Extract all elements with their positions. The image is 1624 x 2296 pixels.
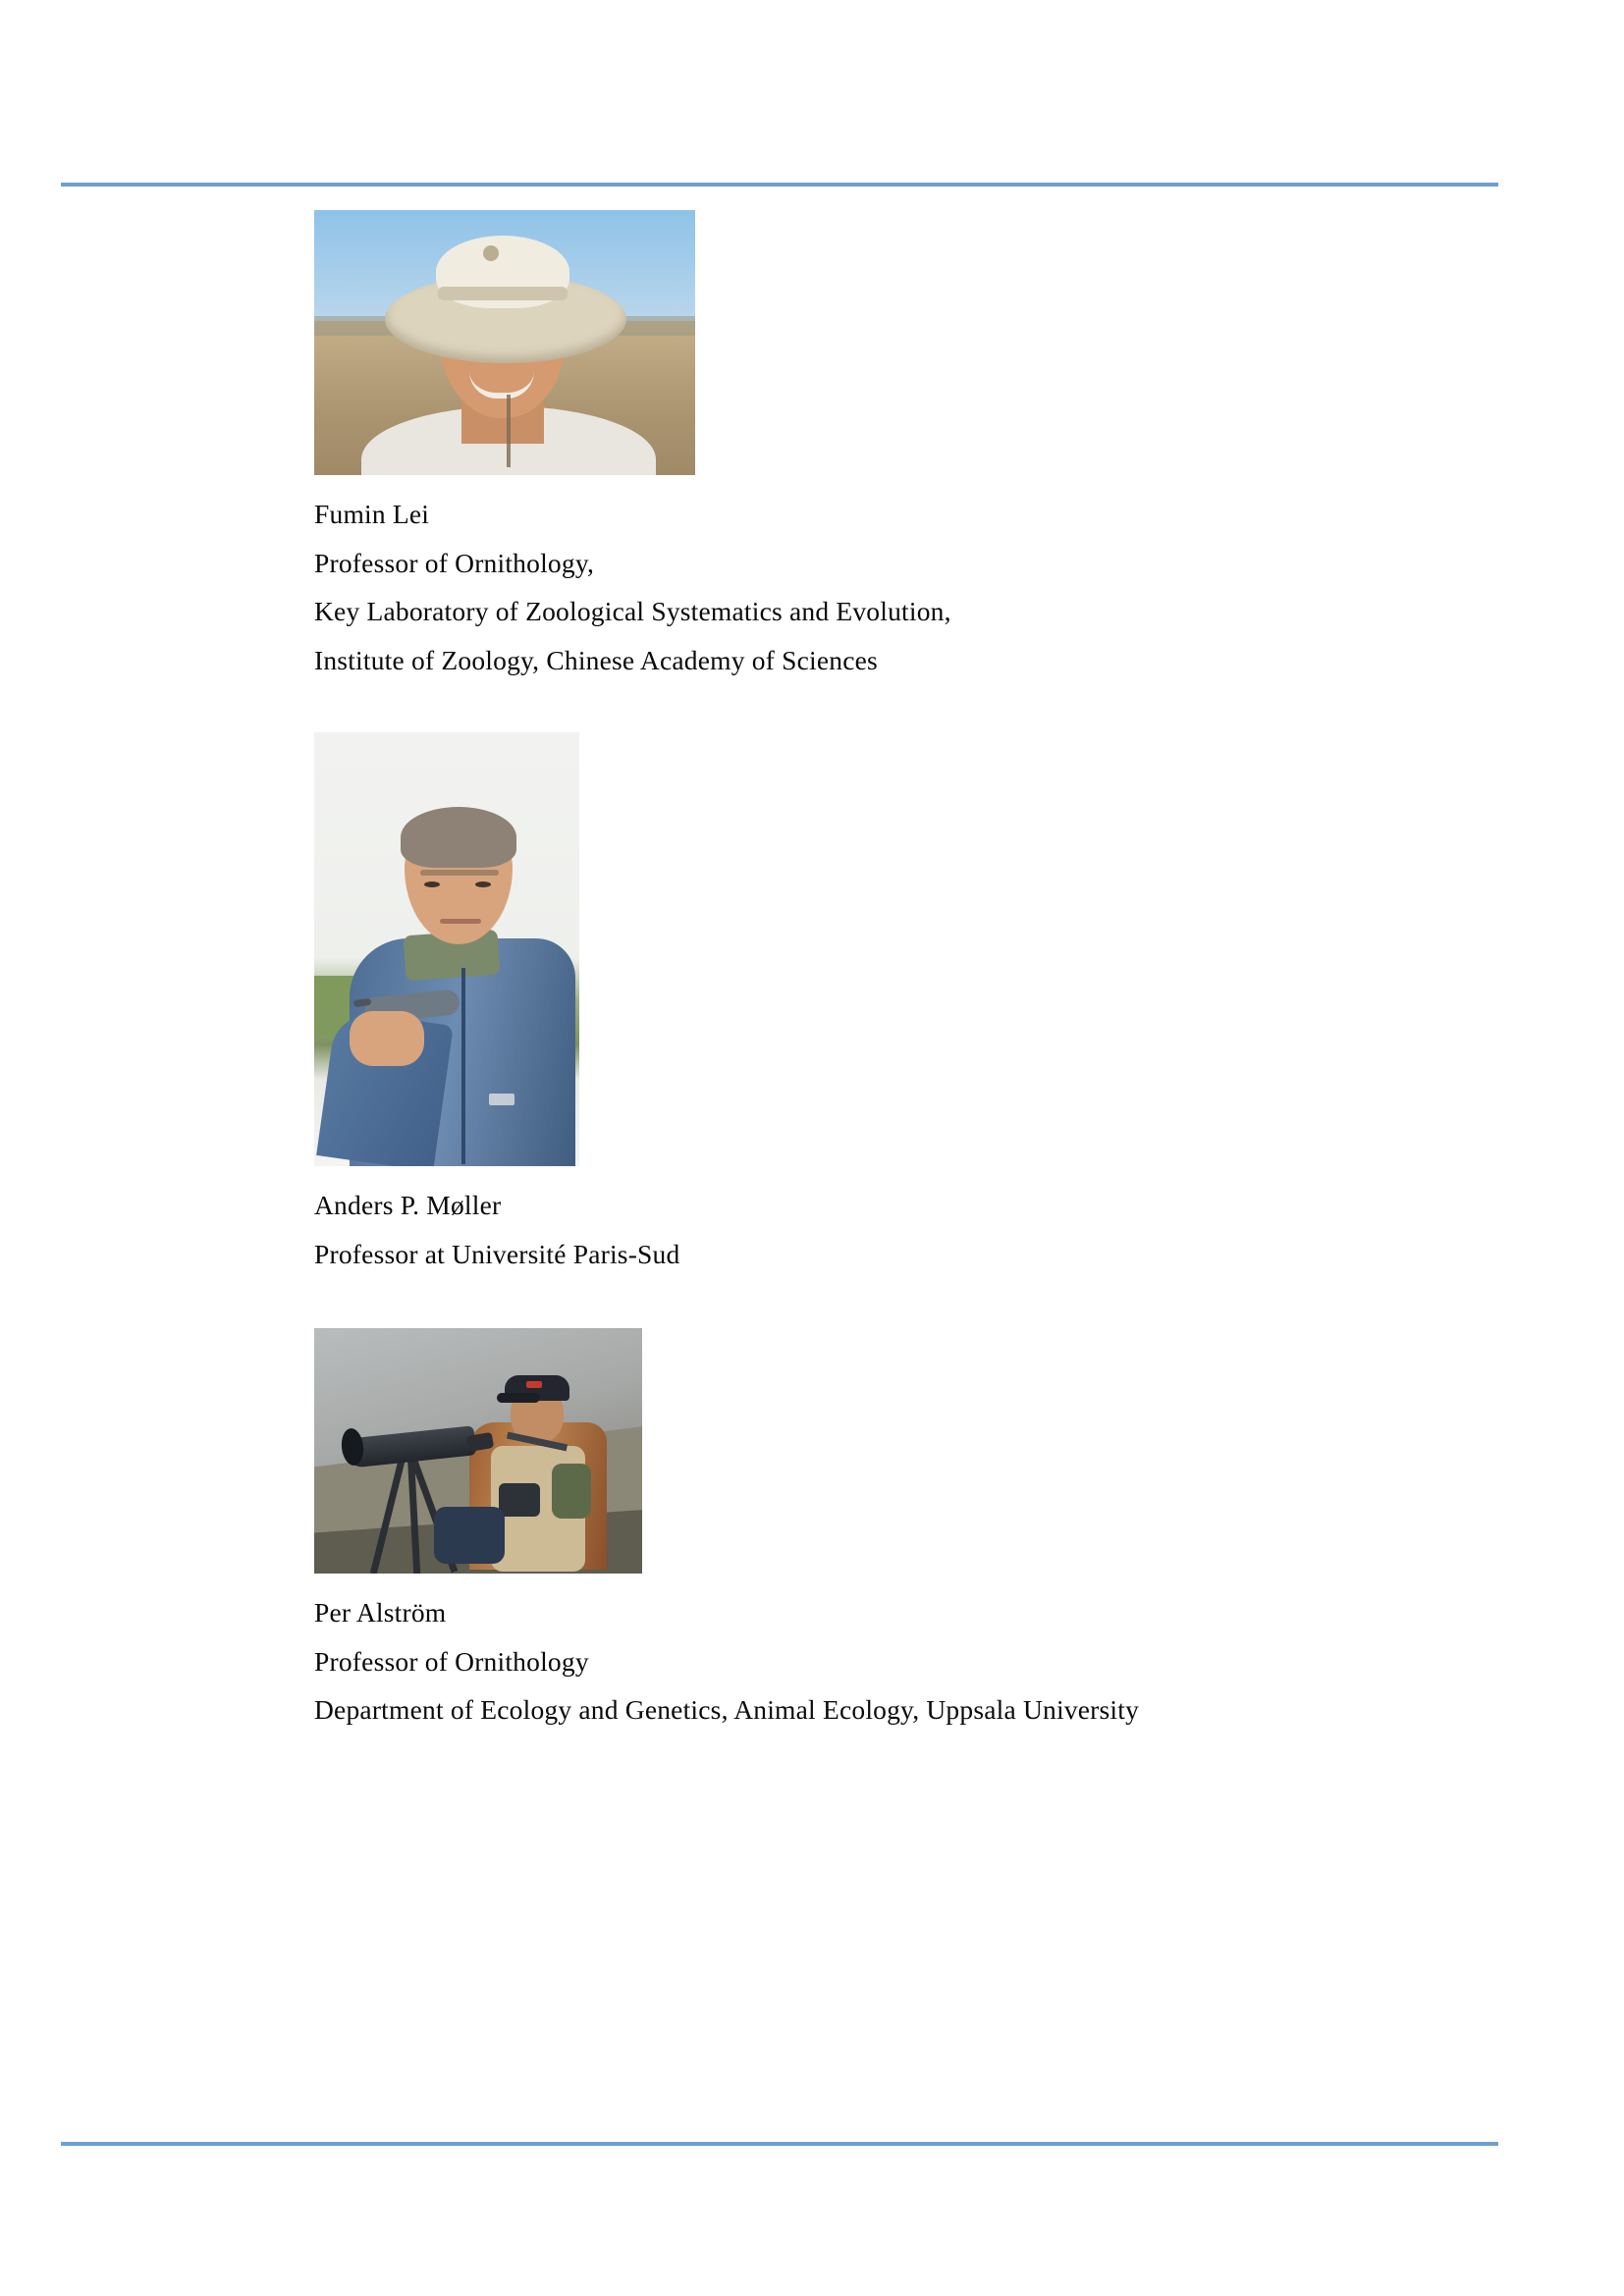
person-entry-3 xyxy=(314,1328,1443,1724)
person-affiliation-line-2: Institute of Zoology, Chinese Academy of Sciences xyxy=(314,644,878,675)
photo-hair xyxy=(401,807,516,868)
photo-hat-band xyxy=(438,287,568,300)
person-caption-3 xyxy=(314,1599,1443,1724)
photo-jacket-logo xyxy=(489,1094,514,1105)
fumin-lei-photo xyxy=(314,210,695,475)
person-entry-1 xyxy=(314,210,1443,673)
anders-moller-photo xyxy=(314,732,579,1166)
photo-cap-peak xyxy=(497,1393,540,1403)
photo-brow xyxy=(420,870,499,876)
photo-hat-badge xyxy=(483,245,499,261)
photo-hat-cord xyxy=(507,395,511,467)
photo-eye-right xyxy=(475,881,491,887)
person-title-line: Professor at Université Paris-Sud xyxy=(314,1238,680,1269)
person-name: Anders P. Møller xyxy=(314,1190,502,1220)
footer-rule xyxy=(61,2142,1498,2146)
person-affiliation-line-1: Department of Ecology and Genetics, Animal Ecology, Uppsala University xyxy=(314,1694,1140,1725)
person-name: Per Alström xyxy=(314,1597,447,1628)
person-title-line: Professor of Ornithology xyxy=(314,1645,589,1677)
photo-field-bag xyxy=(434,1507,505,1564)
binoculars-icon xyxy=(499,1483,540,1517)
photo-water-bottle xyxy=(552,1464,591,1519)
header-rule xyxy=(61,183,1498,187)
person-entry-2 xyxy=(314,732,1443,1267)
photo-jacket-zip xyxy=(461,968,465,1164)
photo-hand xyxy=(350,1011,424,1066)
person-title-line: Professor of Ornithology, xyxy=(314,547,595,578)
person-affiliation-line-1: Key Laboratory of Zoological Systematics and Evolution, xyxy=(314,596,951,626)
photo-cap-logo xyxy=(526,1381,542,1388)
photo-mouth xyxy=(440,919,481,924)
person-caption-1 xyxy=(314,501,1443,673)
per-alstrom-photo xyxy=(314,1328,642,1574)
document-body xyxy=(314,210,1443,1745)
person-name: Fumin Lei xyxy=(314,499,430,529)
person-caption-2 xyxy=(314,1192,1443,1267)
photo-eye-left xyxy=(424,881,440,887)
